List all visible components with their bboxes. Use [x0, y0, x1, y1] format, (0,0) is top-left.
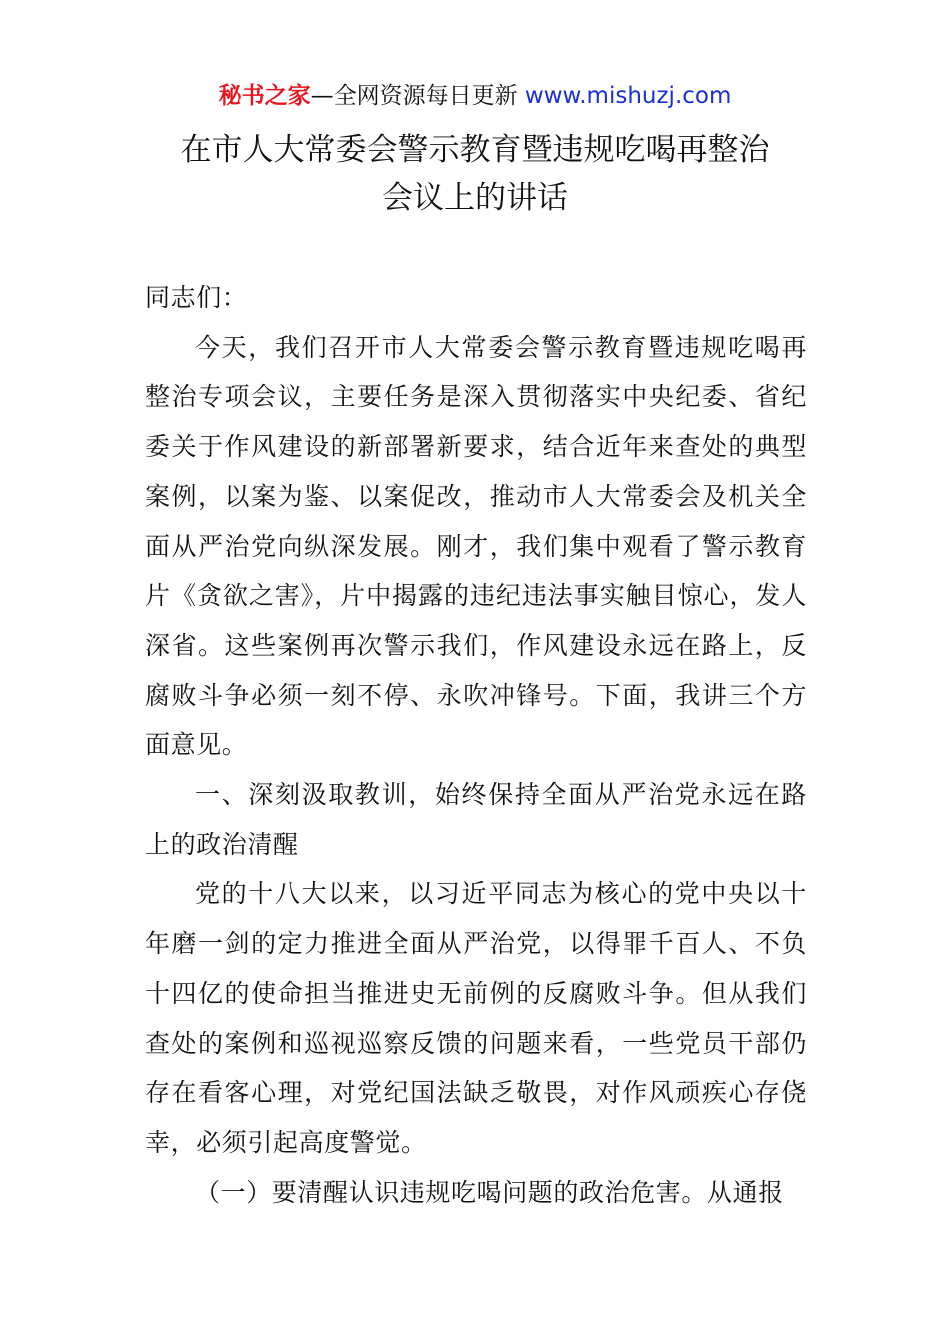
document-title — [0, 126, 950, 222]
subsection-heading-1: （一）要清醒认识违规吃喝问题的政治危害。从通报 — [195, 1177, 784, 1207]
site-brand: 秘书之家 — [218, 83, 311, 109]
title-line-2: 会议上的讲话 — [382, 180, 568, 216]
site-tagline: —全网资源每日更新 — [310, 83, 525, 109]
site-header — [0, 80, 950, 112]
paragraph-intro: 今天，我们召开市人大常委会警示教育暨违规吃喝再整治专项会议，主要任务是深入贯彻落实中央纪委、省纪委关于作风建设的新部署新要求，结合近年来查处的典型案例，以案为鉴、以案促改，推动市人大常委会及机关全面从严治党向纵深发展。刚才，我们集中观看了警示教育片《贪欲之害》，片中揭露的违纪违法事实触目惊心，发人深省。这些案例再次警示我们，作风建设永远在路上，反腐败斗争必须一刻不停、永吹冲锋号。下面，我讲三个方面意见。 — [145, 332, 807, 760]
section-heading-1: 一、深刻汲取教训，始终保持全面从严治党永远在路上的政治清醒 — [145, 780, 807, 859]
site-url[interactable]: www.mishuzj.com — [524, 83, 732, 109]
paragraph-section-1: 党的十八大以来，以习近平同志为核心的党中央以十年磨一剑的定力推进全面从严治党，以得罪千百人、不负十四亿的使命担当推进史无前例的反腐败斗争。但从我们查处的案例和巡视巡察反馈的问题来看，一些党员干部仍存在看客心理，对党纪国法缺乏敬畏，对作风顽疾心存侥幸，必须引起高度警觉。 — [145, 879, 807, 1157]
salutation: 同志们： — [145, 283, 248, 312]
title-line-1: 在市人大常委会警示教育暨违规吃喝再整治 — [180, 132, 770, 168]
document-body — [145, 273, 807, 1217]
